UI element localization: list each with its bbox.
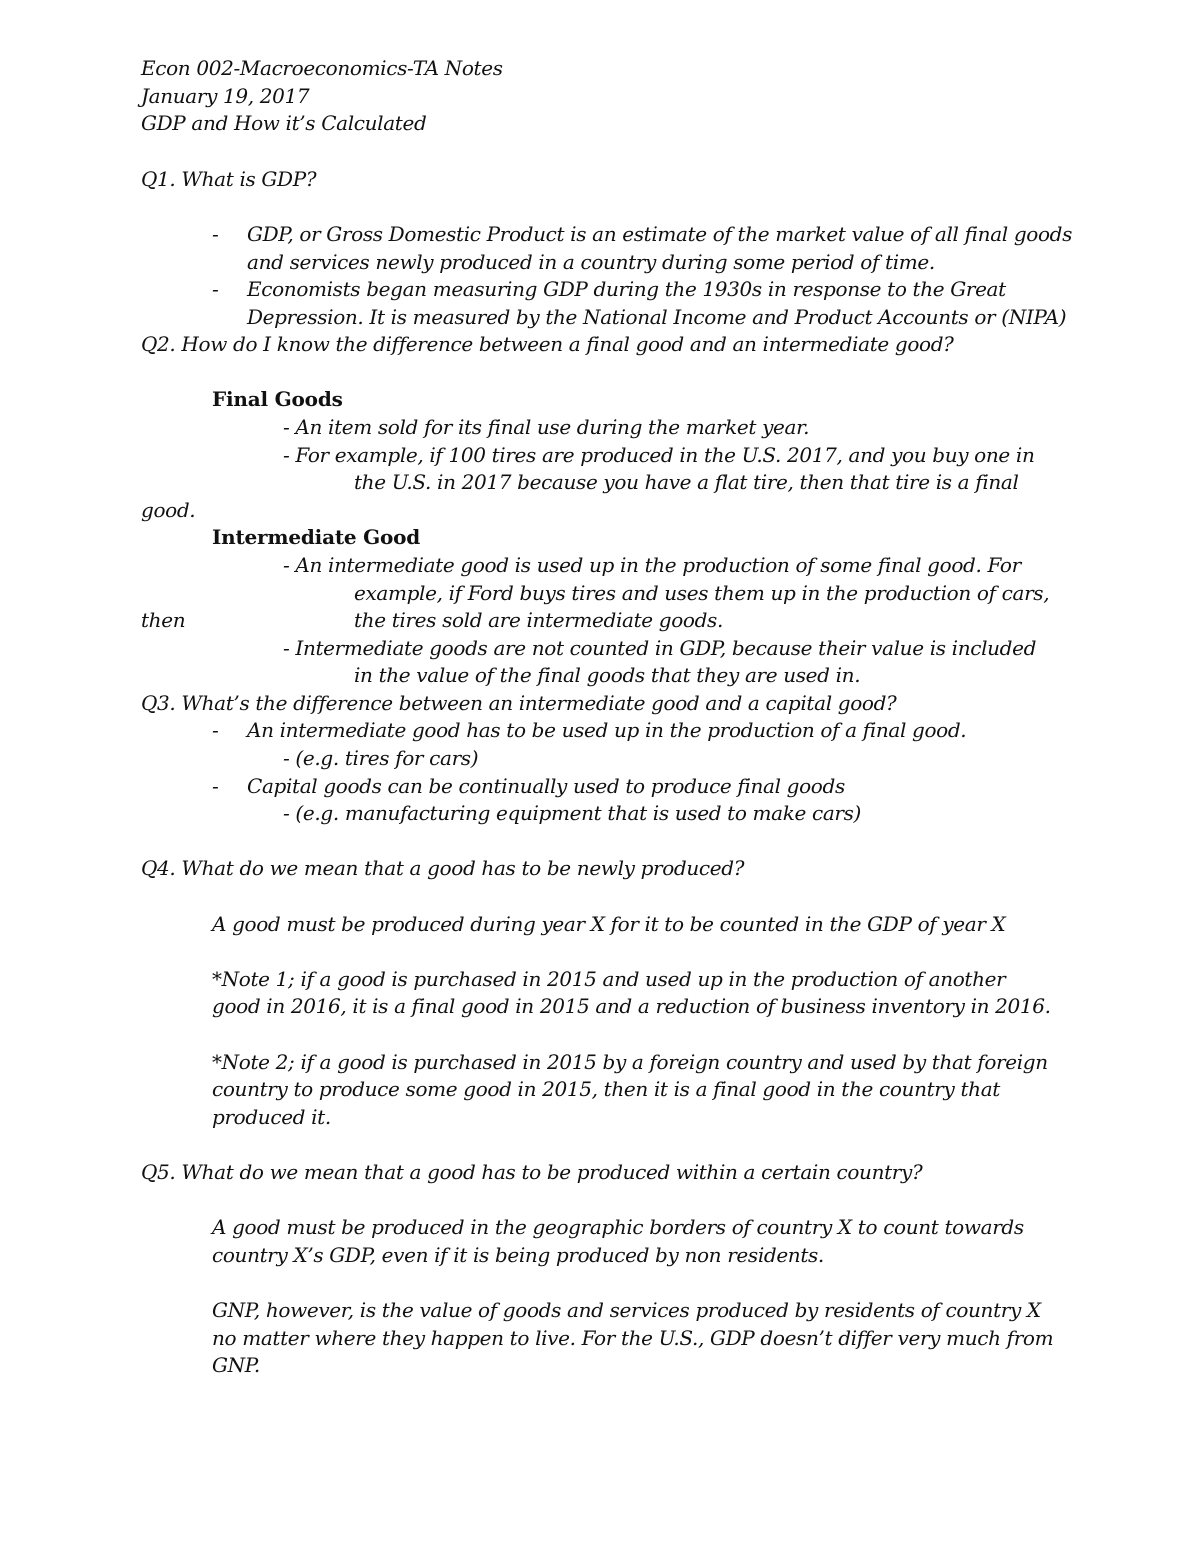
q1-bullet1-line1: GDP, or Gross Domestic Product is an estimate of the market value of all final goods [247,222,1073,246]
intermediate-item1-line1: - An intermediate good is used up in the production of some final good. For [283,553,1021,577]
final-goods-item2-line1: - For example, if 100 tires are produced in the U.S. 2017, and you buy one in [283,443,1035,467]
q1-question: Q1. What is GDP? [141,167,317,191]
q3-bullet2: Capital goods can be continually used to produce final goods [247,774,845,798]
q4-note1-line1: *Note 1; if a good is purchased in 2015 and used up in the production of another [212,967,1006,991]
document-date: January 19, 2017 [141,84,310,108]
final-goods-heading: Final Goods [212,387,343,411]
q3-bullet2-example: - (e.g. manufacturing equipment that is used to make cars) [283,801,862,825]
q4-question: Q4. What do we mean that a good has to be newly produced? [141,856,745,880]
q5-question: Q5. What do we mean that a good has to be produced within a certain country? [141,1160,923,1184]
q5-gnp-line2: no matter where they happen to live. For the U.S., GDP doesn’t differ very much from [212,1326,1054,1350]
list-bullet: - [212,774,219,798]
q5-answer-line1: A good must be produced in the geographic borders of country X to count towards [212,1215,1024,1239]
q4-note2-line1: *Note 2; if a good is purchased in 2015 by a foreign country and used by that foreign [212,1050,1048,1074]
q4-note2-line2: country to produce some good in 2015, then it is a final good in the country that [212,1077,1000,1101]
final-goods-item2-line3: good. [141,498,196,522]
q5-answer-line2: country X’s GDP, even if it is being produced by non residents. [212,1243,824,1267]
q3-question: Q3. What’s the difference between an intermediate good and a capital good? [141,691,897,715]
intermediate-good-heading: Intermediate Good [212,525,421,549]
document-topic: GDP and How it’s Calculated [141,111,427,135]
q3-bullet1-example: - (e.g. tires for cars) [283,746,479,770]
intermediate-item1-line3: the tires sold are intermediate goods. [354,608,723,632]
intermediate-item2-line2: in the value of the final goods that they are used in. [354,663,861,687]
q3-bullet1: An intermediate good has to be used up in the production of a final good. [247,718,967,742]
list-bullet: - [212,718,219,742]
list-bullet: - [212,222,219,246]
q1-bullet2-line2: Depression. It is measured by the National Income and Product Accounts or (NIPA) [247,305,1067,329]
q5-gnp-line3: GNP. [212,1353,260,1377]
intermediate-item1-line2: example, if Ford buys tires and uses them up in the production of cars, [354,581,1050,605]
list-bullet: - [212,277,219,301]
course-title: Econ 002-Macroeconomics-TA Notes [141,56,503,80]
intermediate-item2-line1: - Intermediate goods are not counted in GDP, because their value is included [283,636,1037,660]
q5-gnp-line1: GNP, however, is the value of goods and services produced by residents of country X [212,1298,1041,1322]
q2-question: Q2. How do I know the difference between a final good and an intermediate good? [141,332,954,356]
final-goods-item2-line2: the U.S. in 2017 because you have a flat tire, then that tire is a final [354,470,1019,494]
q4-note2-line3: produced it. [212,1105,331,1129]
q1-bullet1-line2: and services newly produced in a country during some period of time. [247,250,935,274]
q4-answer: A good must be produced during year X for it to be counted in the GDP of year X [212,912,1006,936]
final-goods-item1: - An item sold for its final use during the market year. [283,415,810,439]
q4-note1-line2: good in 2016, it is a final good in 2015 and a reduction of business inventory in 2016. [212,994,1051,1018]
intermediate-item1-then: then [141,608,186,632]
q1-bullet2-line1: Economists began measuring GDP during the 1930s in response to the Great [247,277,1006,301]
